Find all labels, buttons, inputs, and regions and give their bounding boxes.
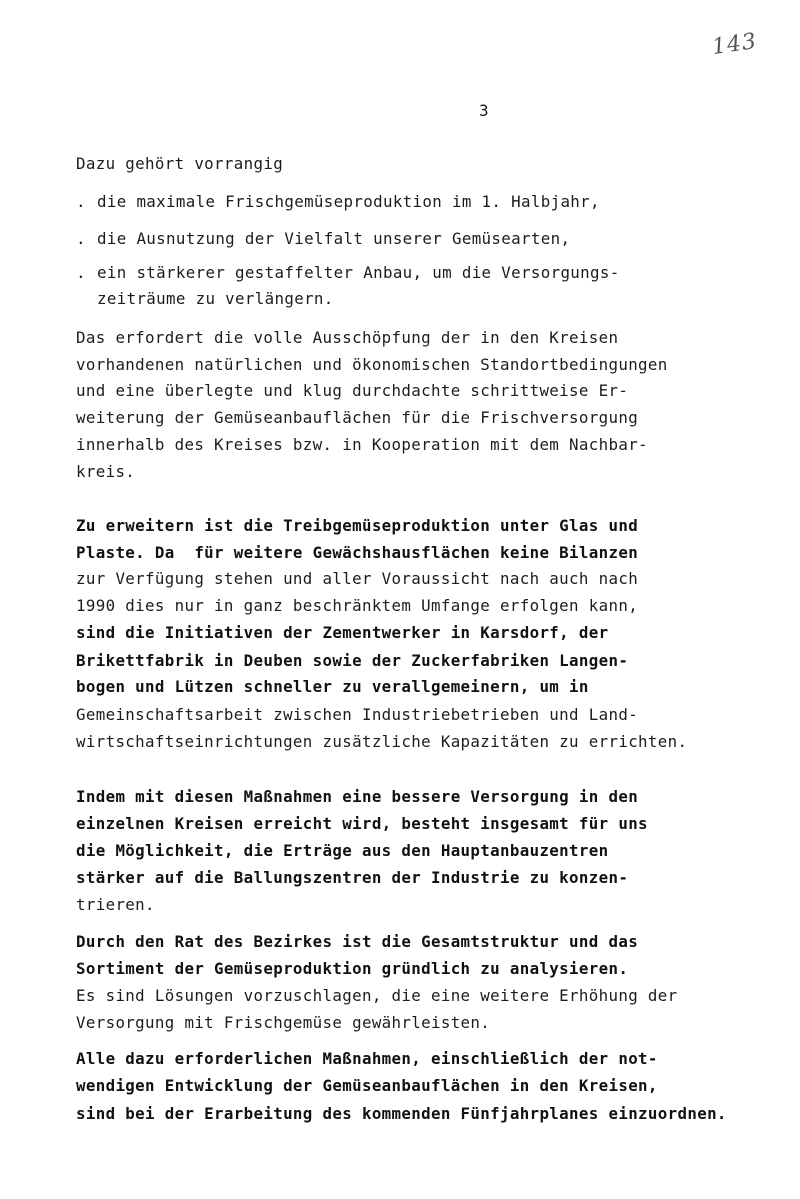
paragraph-1-line: kreis. — [76, 462, 136, 481]
paragraph-2-line: Zu erweitern ist die Treibgemüseproduktion unter Glas und — [76, 516, 639, 535]
bullet-item-2: die Ausnutzung der Vielfalt unserer Gemüsearten, — [97, 229, 571, 248]
paragraph-2-line: Brikettfabrik in Deuben sowie der Zuckerfabriken Langen- — [76, 651, 629, 670]
paragraph-3-line: Indem mit diesen Maßnahmen eine bessere Versorgung in den — [76, 787, 639, 806]
bullet-marker: . — [76, 263, 86, 282]
paragraph-4-line: Durch den Rat des Bezirkes ist die Gesamtstruktur und das — [76, 932, 639, 951]
bullet-item-1: die maximale Frischgemüseproduktion im 1. Halbjahr, — [97, 192, 600, 211]
paragraph-1-line: innerhalb des Kreises bzw. in Kooperation mit dem Nachbar- — [76, 435, 648, 454]
paragraph-1-line: Das erfordert die volle Ausschöpfung der in den Kreisen — [76, 328, 619, 347]
page-number: 3 — [479, 101, 489, 120]
bullet-item-3-line-2: zeiträume zu verlängern. — [97, 289, 334, 308]
paragraph-2-line: wirtschaftseinrichtungen zusätzliche Kapazitäten zu errichten. — [76, 732, 688, 751]
paragraph-2-line: 1990 dies nur in ganz beschränktem Umfange erfolgen kann, — [76, 596, 639, 615]
paragraph-4-line: Versorgung mit Frischgemüse gewährleisten. — [76, 1013, 491, 1032]
handwritten-archive-number: 143 — [710, 28, 759, 61]
bullet-item-3-line-1: ein stärkerer gestaffelter Anbau, um die Versorgungs- — [97, 263, 620, 282]
paragraph-3-line: stärker auf die Ballungszentren der Industrie zu konzen- — [76, 868, 629, 887]
paragraph-1-line: weiterung der Gemüseanbauflächen für die Frischversorgung — [76, 408, 639, 427]
paragraph-3-line: trieren. — [76, 895, 155, 914]
paragraph-2-line: zur Verfügung stehen und aller Voraussicht nach auch nach — [76, 569, 639, 588]
paragraph-5-line: sind bei der Erarbeitung des kommenden Fünfjahrplanes einzuordnen. — [76, 1104, 727, 1123]
bullet-marker: . — [76, 192, 86, 211]
paragraph-1-line: vorhandenen natürlichen und ökonomischen Standortbedingungen — [76, 355, 668, 374]
intro-line: Dazu gehört vorrangig — [76, 154, 284, 173]
paragraph-3-line: einzelnen Kreisen erreicht wird, besteht insgesamt für uns — [76, 814, 648, 833]
bullet-marker: . — [76, 229, 86, 248]
paragraph-5-line: Alle dazu erforderlichen Maßnahmen, einschließlich der not- — [76, 1049, 658, 1068]
paragraph-4-line: Sortiment der Gemüseproduktion gründlich zu analysieren. — [76, 959, 629, 978]
paragraph-5-line: wendigen Entwicklung der Gemüseanbauflächen in den Kreisen, — [76, 1076, 658, 1095]
paragraph-2-line: sind die Initiativen der Zementwerker in Karsdorf, der — [76, 623, 609, 642]
paragraph-2-line: bogen und Lützen schneller zu verallgemeinern, um in — [76, 677, 589, 696]
paragraph-1-line: und eine überlegte und klug durchdachte schrittweise Er- — [76, 381, 629, 400]
paragraph-2-line: Plaste. Da für weitere Gewächshausflächen keine Bilanzen — [76, 543, 639, 562]
paragraph-4-line: Es sind Lösungen vorzuschlagen, die eine weitere Erhöhung der — [76, 986, 678, 1005]
paragraph-3-line: die Möglichkeit, die Erträge aus den Hauptanbauzentren — [76, 841, 609, 860]
paragraph-2-line: Gemeinschaftsarbeit zwischen Industriebetrieben und Land- — [76, 705, 639, 724]
